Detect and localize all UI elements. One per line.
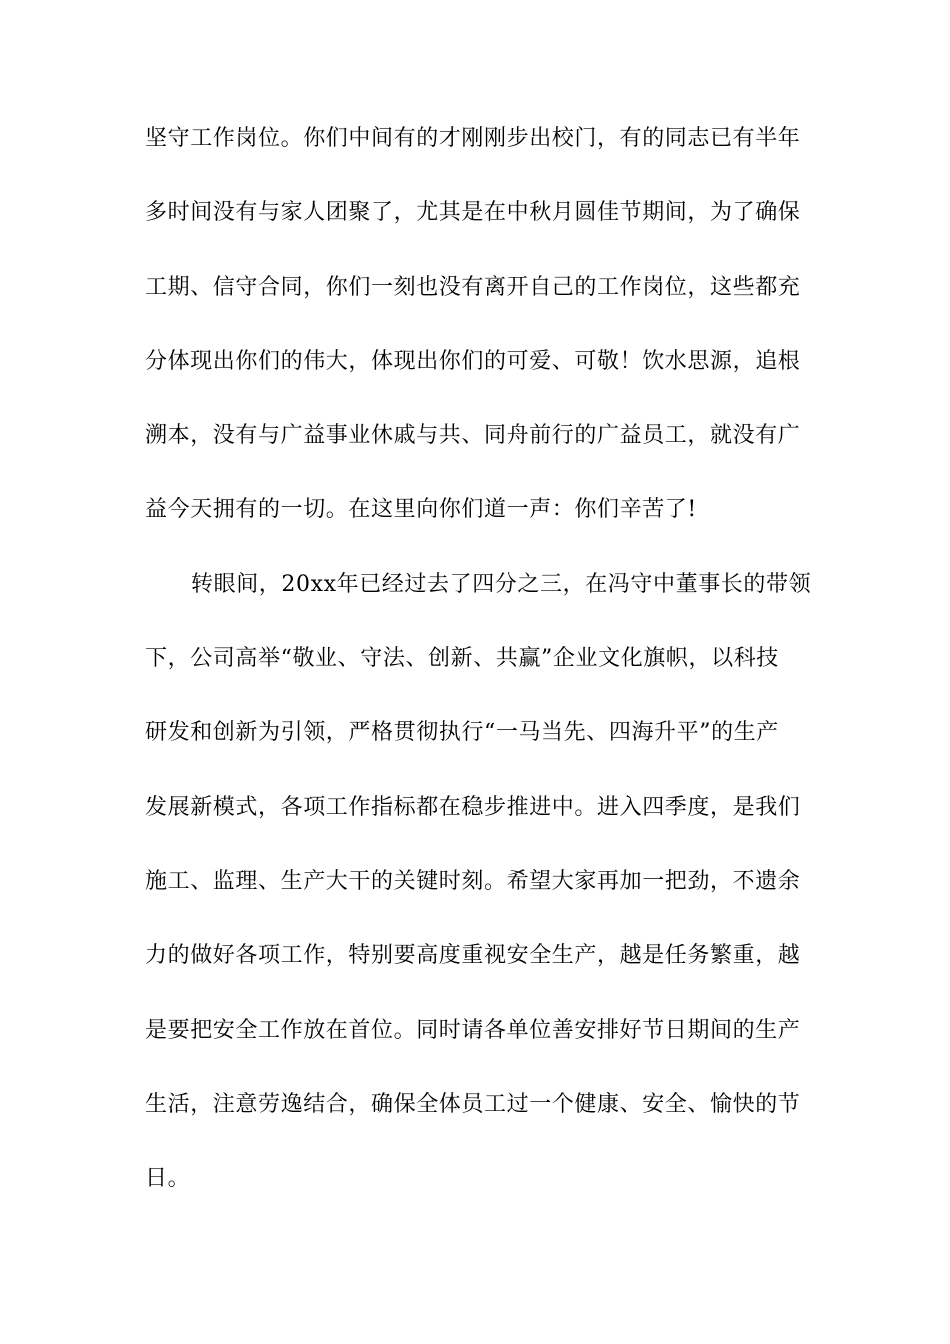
text-line: 研发和创新为引领，严格贯彻执行“一马当先、四海升平”的生产 (145, 720, 779, 746)
text-line: 溯本，没有与广益事业休戚与共、同舟前行的广益员工，就没有广 (145, 423, 801, 449)
paragraph-first-line: 转眼间，20xx年已经过去了四分之三，在冯守中董事长的带领 (191, 571, 812, 597)
text-line: 发展新模式，各项工作指标都在稳步推进中。进入四季度，是我们 (145, 794, 801, 820)
text-line: 力的做好各项工作，特别要高度重视安全生产，越是任务繁重，越 (145, 943, 801, 969)
text-line: 坚守工作岗位。你们中间有的才刚刚步出校门，有的同志已有半年 (145, 126, 801, 151)
document-body (145, 124, 815, 1238)
text-line: 是要把安全工作放在首位。同时请各单位善安排好节日期间的生产 (145, 1017, 801, 1043)
text-line: 益今天拥有的一切。在这里向你们道一声：你们辛苦了! (145, 497, 697, 523)
text-line: 分体现出你们的伟大，体现出你们的可爱、可敬！饮水思源，追根 (145, 348, 801, 374)
text-line: 施工、监理、生产大干的关键时刻。希望大家再加一把劲，不遗余 (145, 868, 801, 894)
text-line: 生活，注意劳逸结合，确保全体员工过一个健康、安全、愉快的节 (145, 1091, 801, 1117)
text-line: 多时间没有与家人团聚了，尤其是在中秋月圆佳节期间，为了确保 (145, 200, 801, 226)
text-line: 下，公司高举“敬业、守法、创新、共赢”企业文化旗帜，以科技 (145, 646, 779, 672)
text-line: 日。 (145, 1166, 191, 1192)
text-line: 工期、信守合同，你们一刻也没有离开自己的工作岗位，这些都充 (145, 274, 801, 300)
